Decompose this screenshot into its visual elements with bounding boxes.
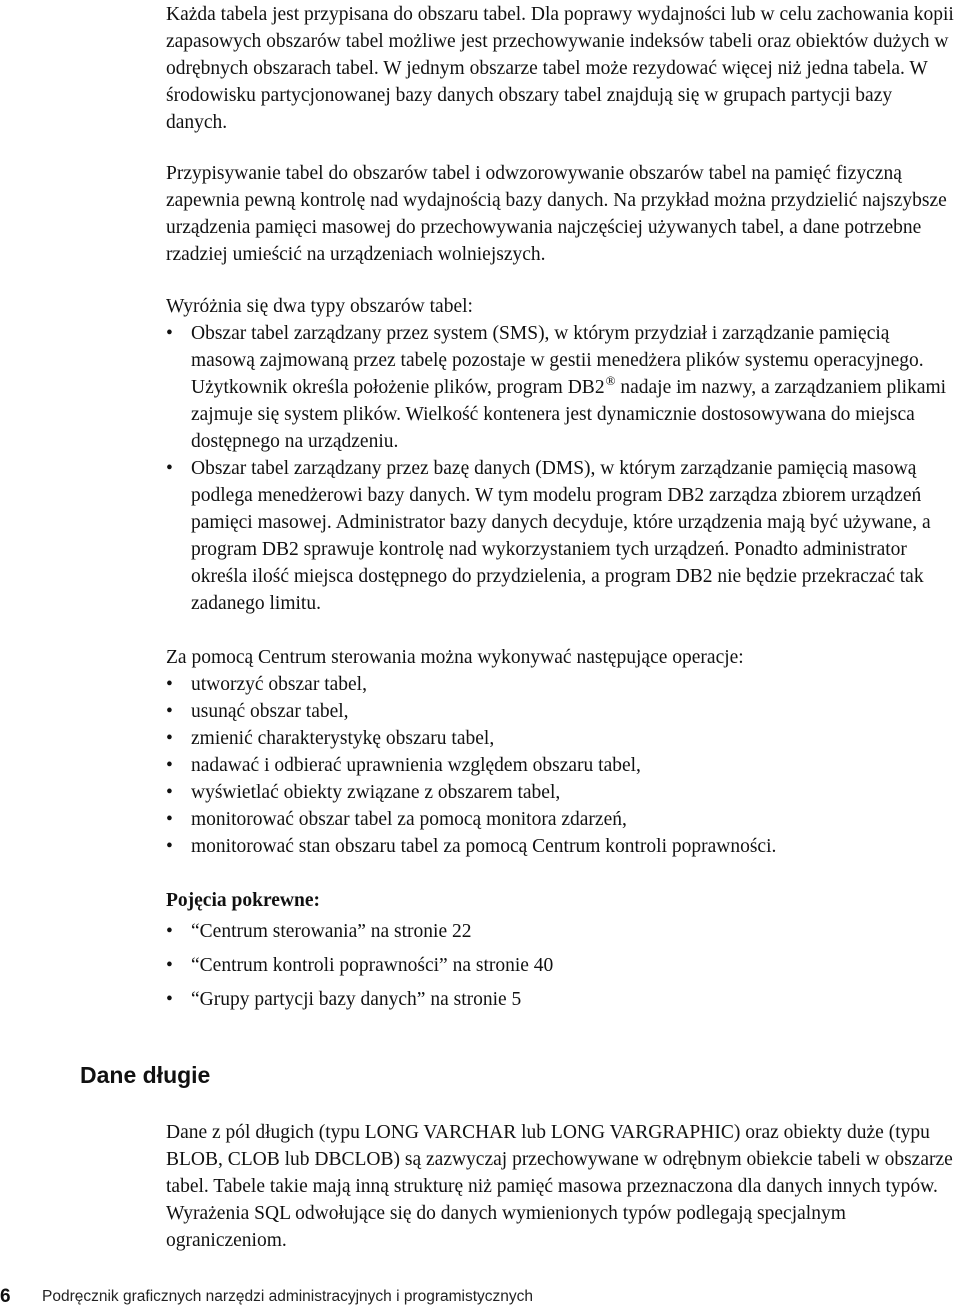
page-reference: na stronie 22 (365, 921, 472, 942)
paragraph-physical-storage-mapping: Przypisywanie tabel do obszarów tabel i odwzorowywanie obszarów tabel na pamięć fizyczną zapewnia pewną kontrolę nad wydajnością bazy danych. Na przykład można przydzielić najszybsze urządzenia pamięci masowej do przechowywania najczęściej używanych tabel, a dane potrzebne rzadziej umieścić na urządzeniach wolniejszych. (166, 163, 947, 265)
related-link-health-center[interactable]: “Centrum kontroli poprawności” (191, 955, 448, 976)
list-item (166, 671, 956, 698)
list-item (166, 833, 956, 860)
list-item-text: utworzyć obszar tabel, (191, 674, 367, 695)
related-link-control-center[interactable]: “Centrum sterowania” (191, 921, 366, 942)
book-title: Podręcznik graficznych narzędzi administracyjnych i programistycznych (42, 1288, 534, 1305)
related-link-item (166, 949, 956, 983)
bullet-icon: • (166, 674, 173, 695)
bullet-icon: • (166, 755, 173, 776)
registered-trademark-mark: ® (605, 373, 616, 388)
bullet-icon: • (166, 701, 173, 722)
list-item (166, 752, 956, 779)
bullet-icon: • (166, 323, 173, 344)
paragraph-control-center-operations-intro: Za pomocą Centrum sterowania można wykonywać następujące operacje: (166, 647, 744, 668)
paragraph-tablespace-types-intro: Wyróżnia się dwa typy obszarów tabel: (166, 296, 473, 317)
list-item-text-continued: nadaje im nazwy, a zarządzaniem plikami zajmuje się system plików. Wielkość kontenera jest dynamicznie dostosowywana do miejsca dostępnego na urządzeniu. (191, 377, 947, 452)
bullet-icon: • (166, 458, 173, 479)
page-content (166, 1, 956, 1017)
related-link-partition-groups[interactable]: “Grupy partycji bazy danych” (191, 989, 426, 1010)
bullet-icon: • (166, 955, 173, 976)
bullet-icon: • (166, 782, 173, 803)
related-link-item (166, 915, 956, 949)
list-item-text: zmienić charakterystykę obszaru tabel, (191, 728, 495, 749)
related-concepts-heading: Pojęcia pokrewne: (166, 890, 320, 911)
bullet-icon: • (166, 728, 173, 749)
paragraph-long-data: Dane z pól długich (typu LONG VARCHAR lub LONG VARGRAPHIC) oraz obiekty duże (typu BLOB, CLOB lub DBCLOB) są zazwyczaj przechowywane w odrębnym obiekcie tabeli w obszarze tabel. Tabele takie mają inną strukturę niż pamięć masowa przeznaczona dla danych innych typów. Wyrażenia SQL odwołujące się do danych wymienionych typów podlegają specjalnym ograniczeniom. (166, 1122, 953, 1251)
list-item (166, 698, 956, 725)
list-item (166, 806, 956, 833)
page-footer (0, 1284, 960, 1310)
list-item-text: usunąć obszar tabel, (191, 701, 349, 722)
related-link-item (166, 983, 956, 1017)
list-item-text: Obszar tabel zarządzany przez bazę danych (DMS), w którym zarządzanie pamięcią masową podlega menedżerowi bazy danych. W tym modelu program DB2 zarządza zbiorem urządzeń pamięci masowej. Administrator bazy danych decyduje, które urządzenia mają być używane, a program DB2 sprawuje kontrolę nad wykorzystaniem tych urządzeń. Ponadto administrator określa ilość miejsca dostępnego do przydzielenia, a program DB2 nie będzie przekraczać tak zadanego limitu. (191, 458, 931, 614)
page-reference: na stronie 5 (425, 989, 522, 1010)
tablespace-types-list (166, 320, 956, 617)
bullet-icon: • (166, 836, 173, 857)
list-item (166, 779, 956, 806)
bullet-icon: • (166, 921, 173, 942)
operations-list (166, 671, 956, 860)
section-heading-long-data: Dane długie (80, 1062, 211, 1088)
related-concepts-list (166, 915, 956, 1017)
list-item-text: monitorować obszar tabel za pomocą monitora zdarzeń, (191, 809, 627, 830)
list-item-text: monitorować stan obszaru tabel za pomocą Centrum kontroli poprawności. (191, 836, 777, 857)
list-item-sms (166, 320, 956, 455)
list-item-dms (166, 455, 956, 617)
list-item-text: wyświetlać obiekty związane z obszarem tabel, (191, 782, 561, 803)
paragraph-tablespace-assignment: Każda tabela jest przypisana do obszaru tabel. Dla poprawy wydajności lub w celu zachowania kopii zapasowych obszarów tabel możliwe jest przechowywanie indeksów tabeli oraz obiektów dużych w odrębnych obszarach tabel. W jednym obszarze tabel może rezydować więcej niż jedna tabela. W środowisku partycjonowanej bazy danych obszary tabel znajdują się w grupach partycji bazy danych. (166, 4, 954, 133)
page-number: 6 (0, 1286, 11, 1307)
bullet-icon: • (166, 989, 173, 1010)
page-reference: na stronie 40 (447, 955, 554, 976)
list-item-text: Obszar tabel zarządzany przez system (SMS), w którym przydział i zarządzanie pamięcią masową zajmowaną przez tabelę pozostaje w gestii menedżera plików systemu operacyjnego. Użytkownik określa położenie plików, program DB2 (191, 323, 924, 398)
list-item-text: nadawać i odbierać uprawnienia względem obszaru tabel, (191, 755, 641, 776)
bullet-icon: • (166, 809, 173, 830)
list-item (166, 725, 956, 752)
